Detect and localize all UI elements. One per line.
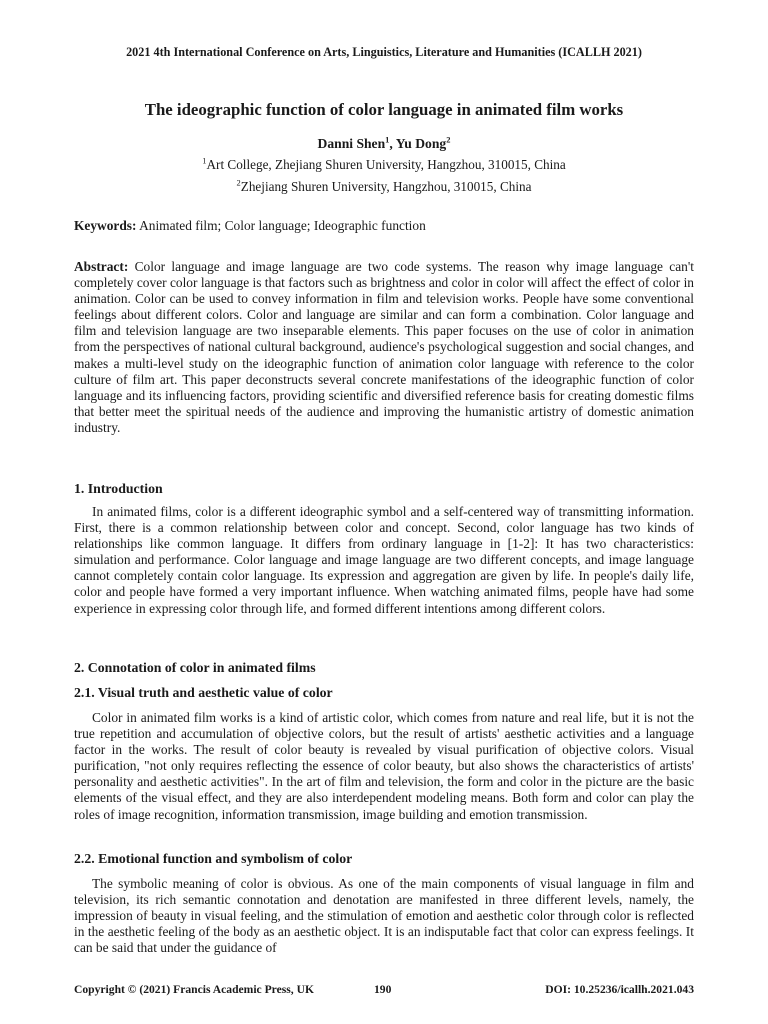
author-affiliation-mark: 2 bbox=[446, 134, 451, 145]
subsection-heading-visual-truth: 2.1. Visual truth and aesthetic value of color bbox=[74, 685, 333, 700]
conference-header: 2021 4th International Conference on Arts, Linguistics, Literature and Humanities (ICALLH 2021) bbox=[126, 45, 642, 59]
author-separator: , bbox=[389, 136, 396, 151]
page-footer bbox=[74, 983, 694, 999]
keywords-text: Animated film; Color language; Ideographic function bbox=[136, 218, 426, 233]
affiliation-mark: 1 bbox=[202, 155, 207, 166]
affiliation-text: Zhejiang Shuren University, Hangzhou, 310015, China bbox=[240, 179, 532, 194]
page-number: 190 bbox=[374, 983, 392, 996]
abstract-label: Abstract: bbox=[74, 259, 129, 274]
affiliation-1 bbox=[0, 157, 768, 173]
authors-line bbox=[0, 136, 768, 152]
paper-title: The ideographic function of color language in animated film works bbox=[144, 100, 624, 119]
introduction-paragraph: In animated films, color is a different ideographic symbol and a self-centered way of transmitting information. First, there is a common relationship between color and concept. Second, color language has two kinds of relationships like common language. It differs from ordinary language in [1-2]: It has two characteristics: simulation and performance. Color language and image language are two different concepts, and image language cannot completely contain color language. Its expression and aggregation are given by life. In people's daily life, color and people have formed a very important influence. When watching animated films, people have had some experience in expressing color through life, and formed different intentions among different colors. bbox=[74, 504, 694, 616]
affiliation-mark: 2 bbox=[236, 177, 241, 188]
author-name: Danni Shen bbox=[317, 136, 386, 151]
doi-text: DOI: 10.25236/icallh.2021.043 bbox=[545, 983, 694, 996]
affiliation-text: Art College, Zhejiang Shuren University, Hangzhou, 310015, China bbox=[206, 157, 566, 172]
author-name: Yu Dong bbox=[395, 136, 447, 151]
visual-truth-paragraph: Color in animated film works is a kind of artistic color, which comes from nature and real life, but it is not the true repetition and accumulation of objective colors, but the result of artists' aesthetic activities and a language factor in the works. The result of color beauty is revealed by visual purification of objective colors. Visual purification, "not only requires reflecting the essence of color beauty, but also shows the characteristics of artists' personality and aesthetic activities". In the art of film and television, the form and color in the picture are the basic elements of the visual effect, and they are also interdependent modeling means. Both form and color can play the roles of image recognition, information transmission, image building and emotion transmission. bbox=[74, 710, 694, 822]
affiliation-2 bbox=[0, 179, 768, 195]
keywords bbox=[74, 218, 694, 234]
emotional-function-paragraph: The symbolic meaning of color is obvious. As one of the main components of visual language in film and television, its rich semantic connotation and denotation are manifested in three different levels, namely, the impression of beauty in visual feeling, and the stimulation of emotion and aesthetic color through color is reflected in the aesthetic feeling of the body as an aesthetic object. It is an indisputable fact that color can express feelings. It can be said that under the guidance of bbox=[74, 876, 694, 956]
author-affiliation-mark: 1 bbox=[385, 134, 390, 145]
keywords-label: Keywords: bbox=[74, 218, 137, 233]
abstract bbox=[74, 259, 694, 436]
copyright-notice: Copyright © (2021) Francis Academic Press, UK bbox=[74, 983, 314, 996]
section-heading-connotation: 2. Connotation of color in animated films bbox=[74, 660, 316, 675]
section-heading-introduction: 1. Introduction bbox=[74, 481, 163, 496]
subsection-heading-emotional-function: 2.2. Emotional function and symbolism of color bbox=[74, 851, 353, 866]
abstract-text: Color language and image language are two code systems. The reason why image language can't completely cover color language is that factors such as brightness and color in color will affect the effect of color in animation. Color can be used to convey information in film and television works. People have some conventional feelings about different colors. Color and language are similar and can form a combination. Color language and film and television language are two inseparable elements. This paper focuses on the use of color in animation from the perspectives of national cultural background, audience's psychological suggestion and social changes, and makes a multi-level study on the ideographic function of animation color language with reference to the color culture of film art. This paper deconstructs several concrete manifestations of the ideographic function of color language and its influencing factors, providing scientific and diversified reference basis for creating domestic films that better meet the spiritual needs of the audience and improving the humanistic artistry of domestic animation industry. bbox=[74, 259, 694, 435]
